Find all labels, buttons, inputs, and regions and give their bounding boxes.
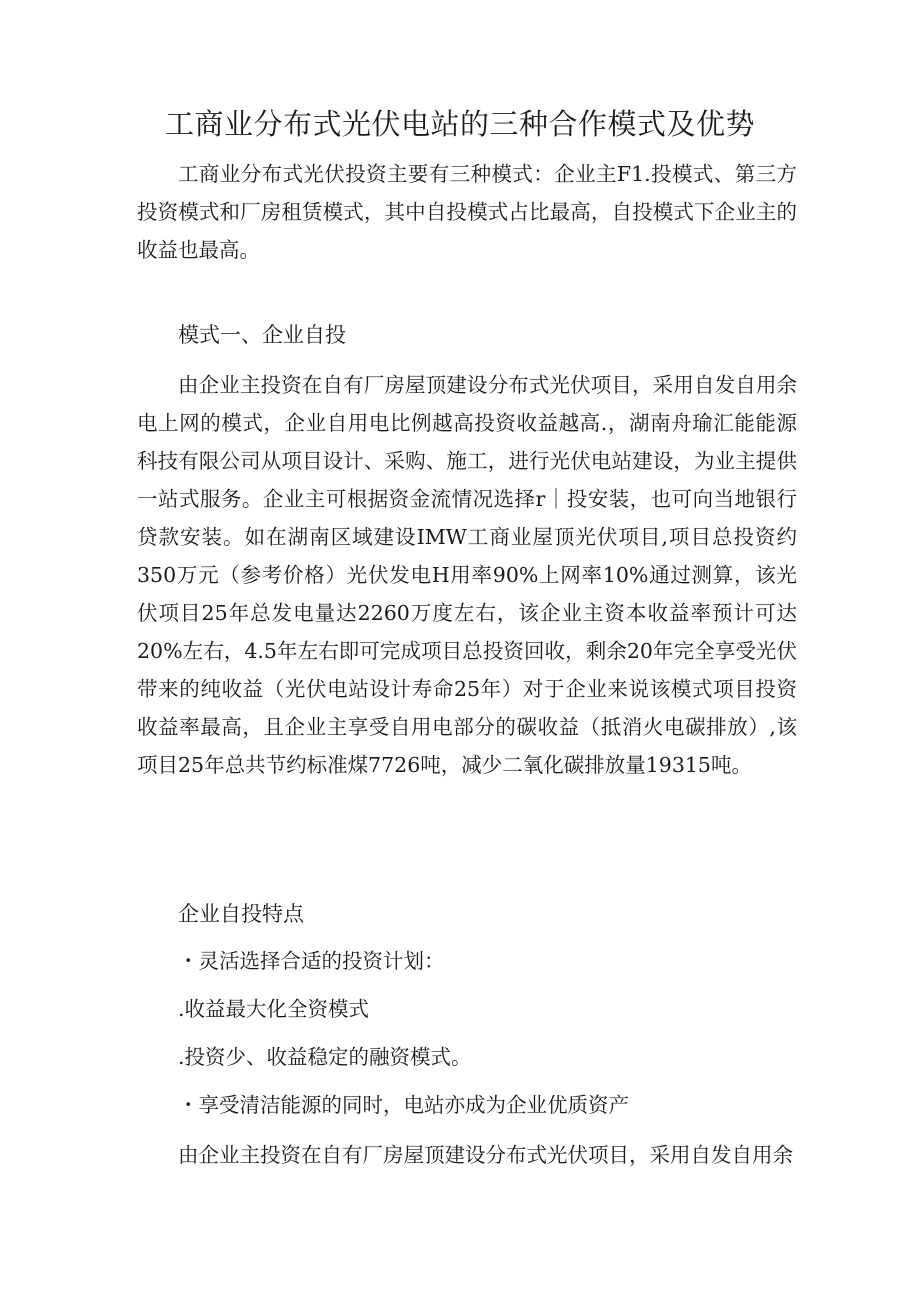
feature-item: .收益最大化全资模式: [178, 997, 370, 1021]
features-heading: 企业自投特点: [178, 902, 304, 926]
intro-paragraph: 工商业分布式光伏投资主要有三种模式：企业主F1.投模式、第三方投资模式和厂房租赁模式，其中自投模式占比最高，自投模式下企业主的收益也最高。: [137, 162, 797, 262]
feature-item: ・享受清洁能源的同时，电站亦成为企业优质资产: [178, 1093, 629, 1117]
feature-item: ・灵活选择合适的投资计划：: [178, 949, 445, 973]
section-body-mode-one: 由企业主投资在自有厂房屋顶建设分布式光伏项目，采用自发自用余电上网的模式，企业自用电比例越高投资收益越高.，湖南舟瑜汇能能源科技有限公司从项目设计、采购、施工，进行光伏电站建设，为业主提供一站式服务。企业主可根据资金流情况选择r｜投安装，也可向当地银行贷款安装。如在湖南区域建设IMW工商业屋顶光伏项目,项目总投资约350万元（参考价格）光伏发电H用率90%上网率10%通过测算，该光伏项目25年总发电量达2260万度左右，该企业主资本收益率预计可达20%左右，4.5年左右即可完成项目总投资回收，剩余20年完全享受光伏带来的纯收益（光伏电站设计寿命25年）对于企业来说该模式项目投资收益率最高，且企业主享受自用电部分的碳收益（抵消火电碳排放）,该项目25年总共节约标准煤7726吨，减少二氧化碳排放量19315吨。: [137, 373, 797, 777]
section-heading-mode-one: 模式一、企业自投: [178, 323, 346, 347]
document-title: 工商业分布式光伏电站的三种合作模式及优势: [164, 107, 755, 141]
feature-item: .投资少、收益稳定的融资模式。: [178, 1045, 472, 1069]
trailing-paragraph: 由企业主投资在自有厂房屋顶建设分布式光伏项目，采用自发自用余: [178, 1143, 793, 1167]
